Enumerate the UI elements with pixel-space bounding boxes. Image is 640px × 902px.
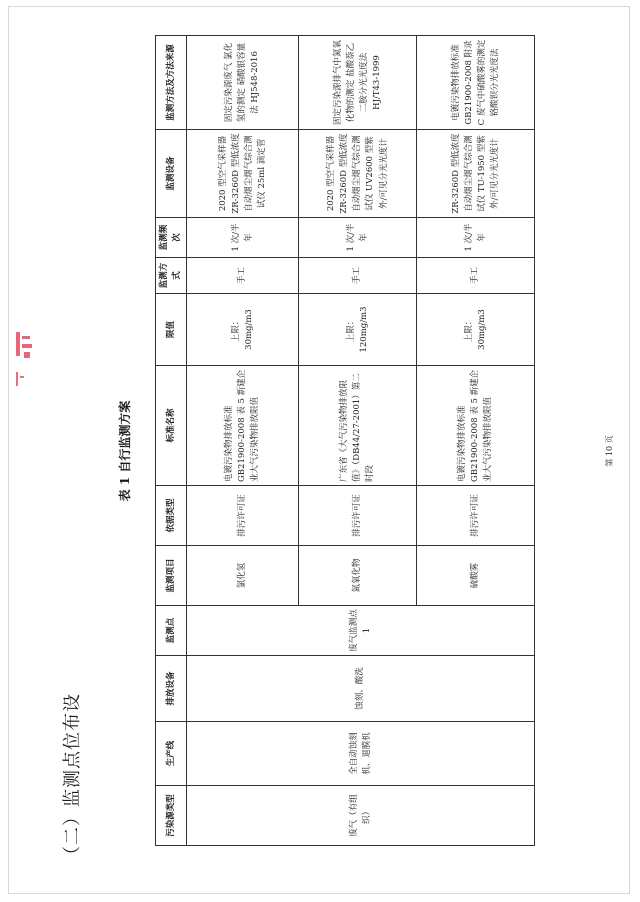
basis-cell: 排污许可证 xyxy=(417,486,535,546)
monitoring-point-cell: 废气监测点 1 xyxy=(187,606,535,656)
device-cell: 2020 型空气采样器 ZR-3260D 型低浓度自动烟尘烟气综合测试仪 UV2600 型紫外/可见分光光度计 xyxy=(299,130,417,218)
page-number: 第 10 页 xyxy=(605,435,614,467)
table-header-row xyxy=(156,36,187,846)
basis-cell: 排污许可证 xyxy=(187,486,299,546)
analysis-method-cell: 固定污染源废气 氯化氢的测定 硝酸银容量法 HJ548-2016 xyxy=(187,36,299,130)
analysis-method-cell: 固定污染源排气中氮氧化物的测定 盐酸萘乙二胺分光光度法 HJ/T43-1999 xyxy=(299,36,417,130)
monitoring-plan-table xyxy=(155,35,535,846)
header-cell: 标准名称 xyxy=(156,366,187,486)
header-cell: 监测频次 xyxy=(156,218,187,258)
method-cell: 手工 xyxy=(187,258,299,294)
item-cell: 氮氧化物 xyxy=(299,546,417,606)
header-cell: 排放设备 xyxy=(156,656,187,722)
standard-cell: 电镀污染物排放标准 GB21900-2008 表 5 新建企业大气污染物排放限值 xyxy=(187,366,299,486)
analysis-method-cell: 电镀污染物排放标准 GB21900-2008 附录 C 废气中硫酸雾的测定铬酸钡分光光度法 xyxy=(417,36,535,130)
section-heading: （二）监测点位布设 xyxy=(62,693,83,864)
header-cell: 监测设备 xyxy=(156,130,187,218)
device-cell: 2020 型空气采样器 ZR-3260D 型低浓度自动烟尘烟气综合测试仪 25ml 滴定管 xyxy=(187,130,299,218)
method-cell: 手工 xyxy=(417,258,535,294)
production-line-cell: 全自动蚀刻机、退膜机 xyxy=(187,722,535,786)
header-cell: 依据类型 xyxy=(156,486,187,546)
header-cell: 监测项目 xyxy=(156,546,187,606)
header-cell: 污染源类型 xyxy=(156,786,187,846)
header-cell: 生产线 xyxy=(156,722,187,786)
frequency-cell: 1 次/半年 xyxy=(299,218,417,258)
standard-cell: 电镀污染物排放标准 GB21900-2008 表 5 新建企业大气污染物排放限值 xyxy=(417,366,535,486)
item-cell: 硫酸雾 xyxy=(417,546,535,606)
limit-cell: 上限：120mg/m3 xyxy=(299,294,417,366)
header-cell: 限值 xyxy=(156,294,187,366)
table-title: 表 1 自行监测方案 xyxy=(118,400,132,502)
table-row xyxy=(187,36,299,846)
header-cell: 监测方式 xyxy=(156,258,187,294)
source-type-cell: 废气（有组织） xyxy=(187,786,535,846)
basis-cell: 排污许可证 xyxy=(299,486,417,546)
limit-cell: 上限：30mg/m3 xyxy=(417,294,535,366)
device-cell: ZR-3260D 型低浓度自动烟尘烟气综合测试仪 TU-1950 型紫外/可见分光光度计 xyxy=(417,130,535,218)
frequency-cell: 1 次/半年 xyxy=(417,218,535,258)
standard-cell: 广东省《大气污染物排放限值》（DB44/27-2001）第二时段 xyxy=(299,366,417,486)
limit-cell: 上限：30mg/m3 xyxy=(187,294,299,366)
header-cell: 监测方法及方法来源 xyxy=(156,36,187,130)
method-cell: 手工 xyxy=(299,258,417,294)
header-cell: 监测点 xyxy=(156,606,187,656)
equipment-cell: 蚀刻、酸洗 xyxy=(187,656,535,722)
item-cell: 氯化氢 xyxy=(187,546,299,606)
frequency-cell: 1 次/半年 xyxy=(187,218,299,258)
